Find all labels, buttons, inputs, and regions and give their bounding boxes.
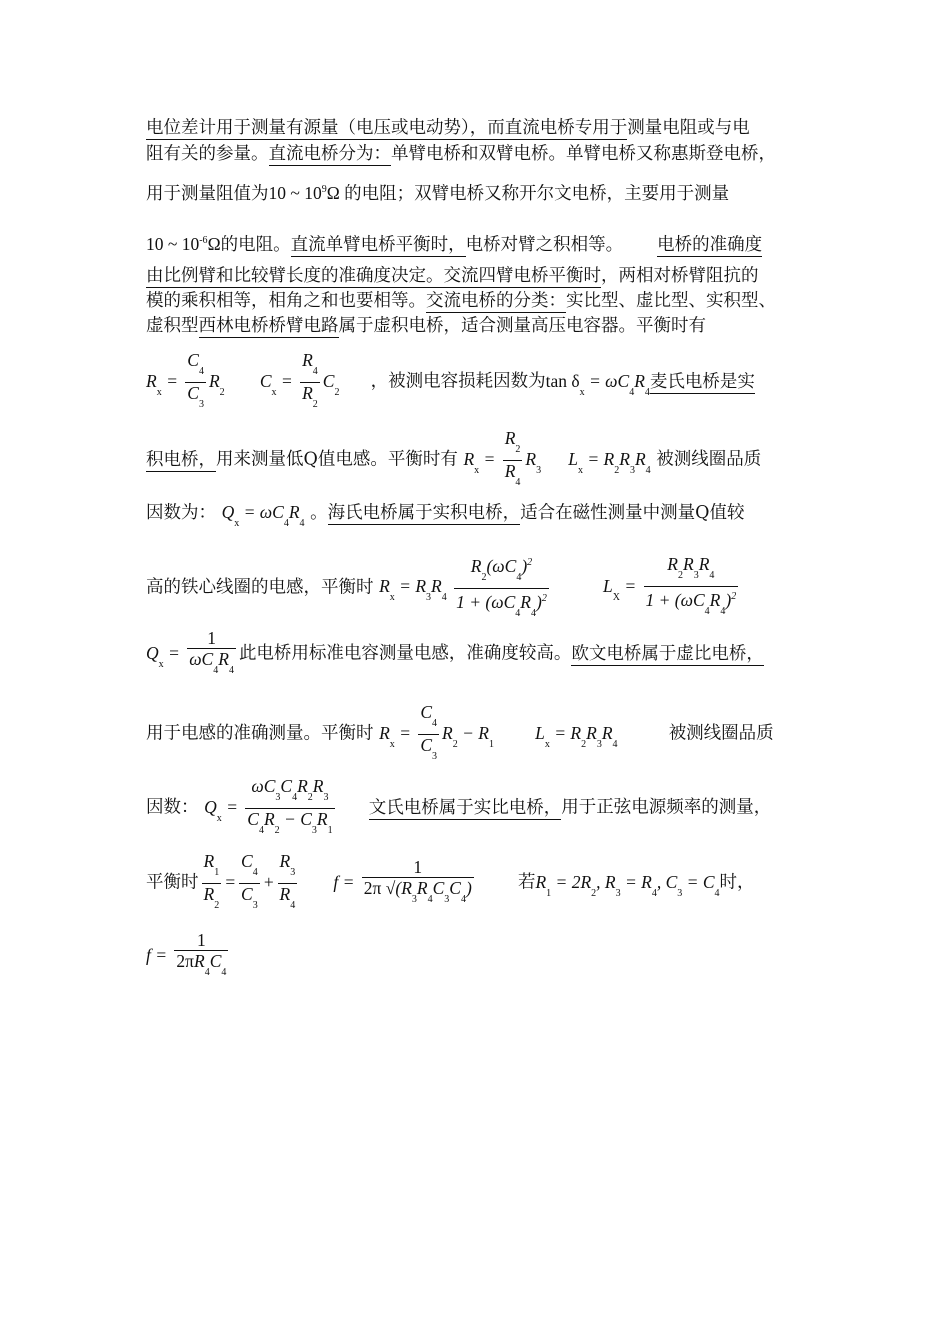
text-segment: 电桥对臂之积相等。 [465, 234, 624, 255]
text-line-16 [146, 930, 808, 983]
formula: $R_1 = 2R_2$, $R_3 = R_4$, $C_3 = C_4$ [535, 871, 720, 899]
text-segment: 属于虚积电桥，适合测量高压电容器。平衡时有 [338, 316, 706, 336]
text-segment: 直流电桥专用于 [504, 118, 628, 138]
text-segment: 积电桥， [146, 449, 216, 470]
text-segment: 时， [719, 872, 755, 893]
formula: $L_X$ = $\frac{R_2R_3R_4}{1 + (\omega C_4R_4)^2}$ [602, 554, 737, 618]
text-segment: 阻有关的参量。 [146, 144, 269, 164]
text-line-8 [146, 350, 808, 415]
formula: $Q_x$ = $\frac{\omega C_3C_4R_2R_3}{C_4R_2 - C_3R_1}$ [204, 776, 333, 836]
text-segment: 用于测量阻值为 [146, 183, 269, 204]
text-line-13 [146, 702, 808, 767]
text-line-7 [146, 314, 808, 338]
text-segment: ，被测电容损耗因数为 [370, 371, 546, 392]
formula: $Q_x = \omega C_4R_4$ [221, 502, 305, 529]
text-segment: 的电阻。 [220, 234, 291, 255]
text-segment: 实比型、虚比型、实积型、 [566, 291, 776, 311]
formula: $R_x$ = $\frac{C_4}{C_3}$ $R_2$ [146, 350, 225, 410]
text-line-2 [146, 142, 808, 166]
formula: f = $\frac{1}{2\pi R_4C_4}$ [146, 930, 227, 978]
formula: $L_x = R_2R_3R_4$ [568, 448, 651, 476]
formula: $\frac{R_1}{R_2}$ = $\frac{C_4}{C_3}$ + $\frac{R_3}{R_4}$ [203, 851, 296, 911]
text-segment: 欧文电桥属于虚比电桥， [571, 643, 764, 664]
text-segment: 用来测量低Q值电感。平衡时有 [216, 449, 458, 470]
text-line-5 [146, 264, 808, 288]
text-segment: 平衡时 [146, 872, 199, 893]
text-segment: 直流电桥分为： [268, 144, 391, 164]
text-segment: 用于电感的准确测量。平衡时 [146, 723, 374, 744]
formula: $C_x$ = $\frac{R_4}{R_2}$ $C_2$ [259, 350, 340, 410]
text-segment: 因数为： [146, 503, 216, 523]
text-segment: 若 [517, 872, 536, 893]
formula: $R_x$ = $\frac{R_2}{R_4}$ $R_3$ [463, 428, 542, 488]
text-segment: 测量电阻或与电 [627, 118, 750, 138]
text-line-1 [146, 116, 808, 140]
text-segment: 的电阻；双臂电桥又称开尔文电桥，主要用于测量 [344, 183, 730, 204]
text-segment: 适合在磁性测量中测量Q值较 [520, 503, 745, 523]
formula: $\tan \delta_x = \omega C_4R_4$ [545, 370, 650, 398]
formula: $Q_x$ = $\frac{1}{\omega C_4R_4}$ [146, 628, 234, 676]
text-segment: 。 [310, 503, 328, 523]
text-line-15 [146, 851, 808, 916]
text-segment: 交流四臂电桥平衡时 [443, 266, 601, 286]
text-line-3 [146, 178, 808, 206]
text-segment: 被测线圈品质 [656, 449, 762, 470]
text-line-10 [146, 500, 808, 536]
text-segment: 模的乘积相等，相角之和也要相等。 [146, 291, 426, 311]
text-line-6 [146, 289, 808, 313]
formula: $R_x = R_3R_4$ $\frac{R_2(\omega C_4)^2}{1 + (\omega C_4R_4)^2}$ [379, 576, 552, 596]
text-segment: 海氏电桥属于实积电桥， [327, 503, 521, 523]
text-segment: 交流电桥的分类： [426, 291, 566, 311]
text-segment: ，两相对桥臂阻抗的 [601, 266, 759, 286]
text-segment: 因数： [146, 797, 199, 818]
text-segment: 高的铁心线圈的电感，平衡时 [146, 577, 374, 598]
text-segment: 用于正弦电源频率的测量， [561, 797, 772, 818]
text-segment: 西林电桥桥臂电路 [198, 316, 339, 336]
text-segment: 由比例臂和比较臂长度的准确度决定。 [146, 266, 444, 286]
text-segment: 文氏电桥属于实比电桥， [368, 797, 562, 818]
formula: 10 ~ $10^{-6}\Omega$ [146, 233, 221, 254]
text-segment: 直流单臂电桥平衡时， [290, 234, 466, 255]
text-line-4 [146, 229, 808, 257]
text-line-14 [146, 776, 808, 841]
text-segment: 虚积型 [146, 316, 199, 336]
formula: f = $\frac{1}{2\pi √(R_3R_4C_3C_4)}$ [333, 857, 472, 905]
text-line-9 [146, 428, 808, 493]
text-segment: 电位差计用于测量有源量（电压或电动势），而 [146, 118, 505, 138]
formula: 10 ~ $10^9\Omega$ [268, 182, 345, 203]
text-line-12 [146, 628, 808, 681]
text-segment: 此电桥用标准电容测量电感，准确度较高。 [238, 643, 572, 664]
text-segment: 被测线圈品质 [668, 723, 774, 744]
text-segment: 麦氏电桥是实 [649, 371, 755, 392]
text-segment: 电桥的准确度 [657, 234, 763, 255]
text-line-11 [146, 553, 808, 624]
formula: $L_x = R_2R_3R_4$ [535, 722, 618, 750]
formula: $R_x$ = $\frac{C_4}{C_3}$ $R_2 - R_1$ [379, 702, 494, 762]
text-segment: 单臂电桥和双臂电桥。单臂电桥又称惠斯登电桥， [391, 144, 776, 164]
